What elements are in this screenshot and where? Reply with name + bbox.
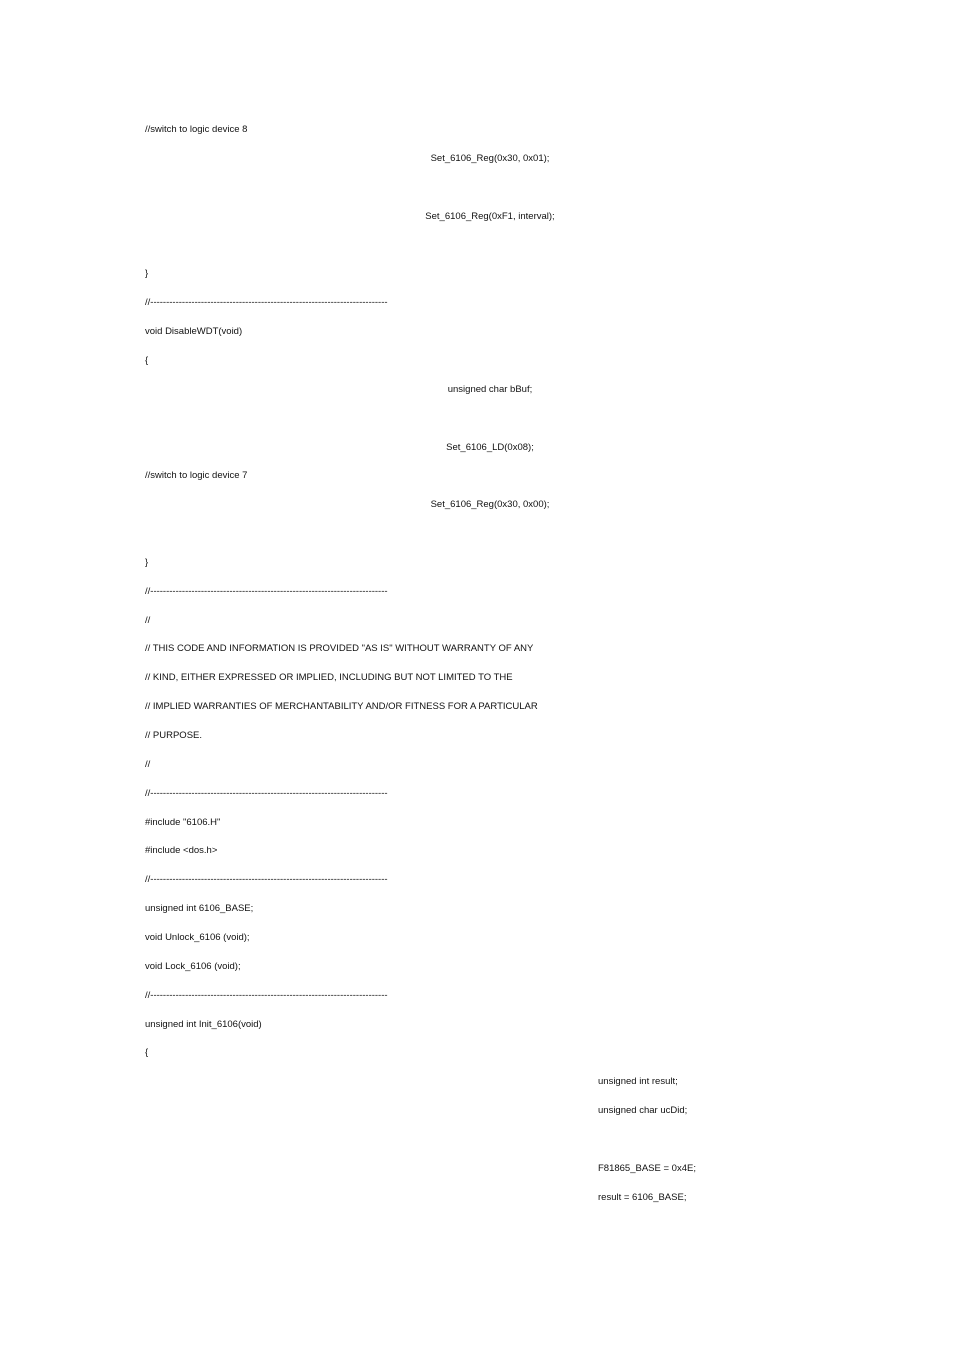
- code-line-base-decl: unsigned int 6106_BASE;: [145, 903, 254, 914]
- code-line-init-signature: unsigned int Init_6106(void): [145, 1019, 262, 1030]
- code-line-separator: //---------------------------------------------------------------------------: [145, 297, 388, 308]
- code-line-separator: //---------------------------------------------------------------------------: [145, 874, 388, 885]
- code-line-comment-empty: //: [145, 759, 151, 770]
- code-line-set-ld-08: Set_6106_LD(0x08);: [446, 442, 534, 453]
- code-line-separator: //---------------------------------------------------------------------------: [145, 586, 388, 597]
- code-line-ucdid-decl: unsigned char ucDid;: [598, 1105, 688, 1116]
- code-line-comment-empty: //: [145, 615, 151, 626]
- code-line-separator: //---------------------------------------------------------------------------: [145, 990, 388, 1001]
- code-line-lock-proto: void Lock_6106 (void);: [145, 961, 241, 972]
- code-line-result-decl: unsigned int result;: [598, 1076, 678, 1087]
- code-line-set-reg-30-01: Set_6106_Reg(0x30, 0x01);: [430, 153, 550, 164]
- code-line-disclaimer-2: // KIND, EITHER EXPRESSED OR IMPLIED, INCLUDING BUT NOT LIMITED TO THE: [145, 672, 513, 683]
- code-line-result-assign: result = 6106_BASE;: [598, 1192, 687, 1203]
- code-line-disclaimer-3: // IMPLIED WARRANTIES OF MERCHANTABILITY AND/OR FITNESS FOR A PARTICULAR: [145, 701, 538, 712]
- code-line-comment-switch-ld7: //switch to logic device 7: [145, 470, 248, 481]
- code-line-bbuf-decl: unsigned char bBuf;: [447, 384, 533, 395]
- code-line-include-dos: #include <dos.h>: [145, 845, 218, 856]
- code-line-set-reg-f1-interval: Set_6106_Reg(0xF1, interval);: [425, 211, 555, 222]
- code-line-separator: //---------------------------------------------------------------------------: [145, 788, 388, 799]
- code-line-disclaimer-4: // PURPOSE.: [145, 730, 203, 741]
- code-line-set-reg-30-00: Set_6106_Reg(0x30, 0x00);: [430, 499, 550, 510]
- code-line-include-6106: #include "6106.H": [145, 817, 221, 828]
- code-line-close-brace: }: [145, 268, 149, 279]
- code-line-comment-switch-ld8: //switch to logic device 8: [145, 124, 248, 135]
- code-line-disablewdt-signature: void DisableWDT(void): [145, 326, 243, 337]
- code-line-open-brace: {: [145, 355, 149, 366]
- code-line-disclaimer-1: // THIS CODE AND INFORMATION IS PROVIDED "AS IS" WITHOUT WARRANTY OF ANY: [145, 643, 534, 654]
- code-line-base-assign: F81865_BASE = 0x4E;: [598, 1163, 696, 1174]
- code-line-close-brace: }: [145, 557, 149, 568]
- code-line-unlock-proto: void Unlock_6106 (void);: [145, 932, 250, 943]
- code-line-open-brace: {: [145, 1047, 149, 1058]
